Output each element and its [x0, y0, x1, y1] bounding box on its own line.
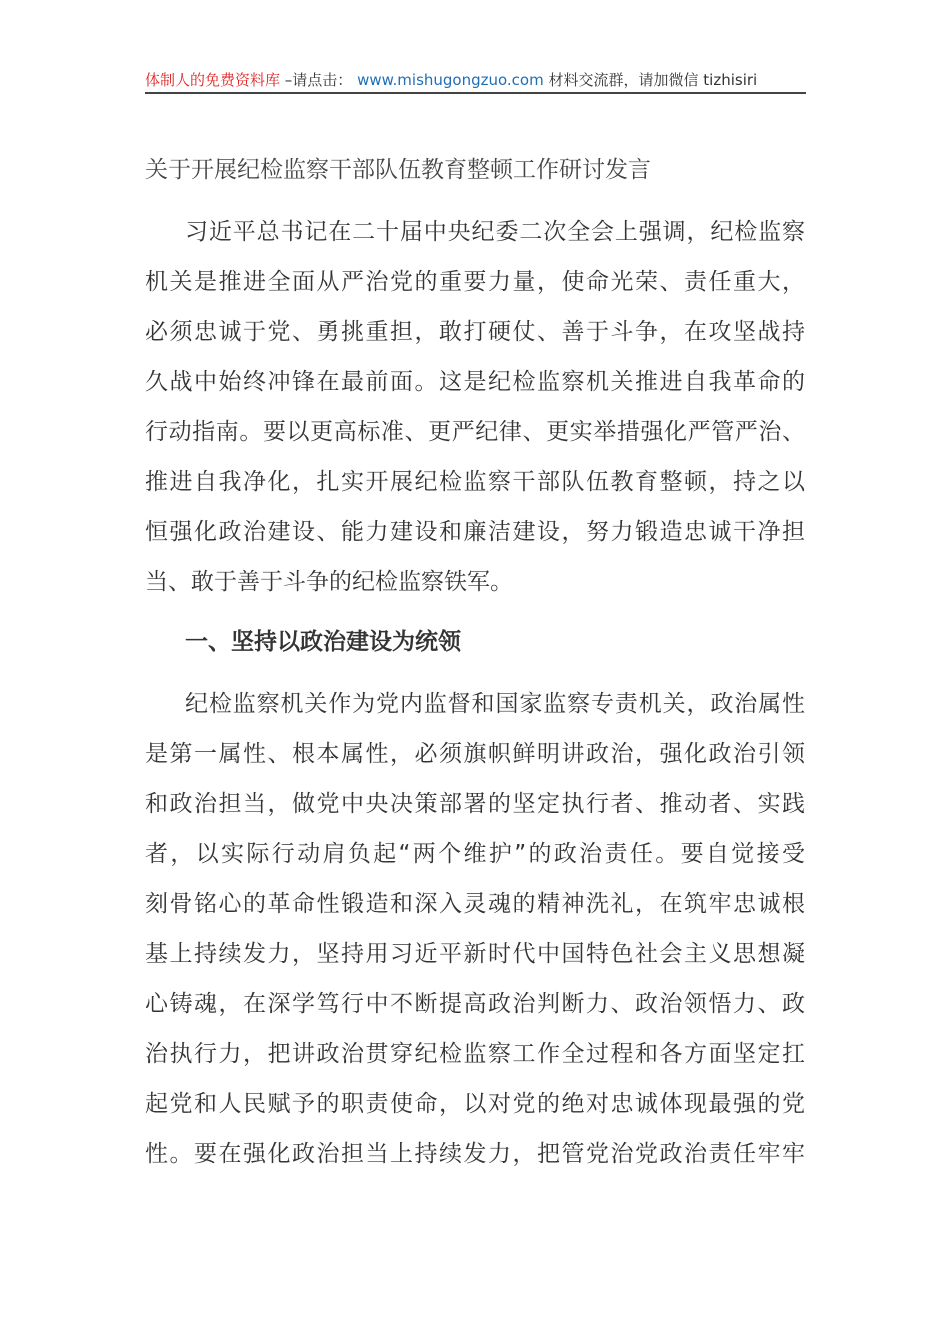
paragraph-line: 基上持续发力，坚持用习近平新时代中国特色社会主义思想凝	[145, 941, 805, 967]
brand-text: 体制人的免费资料库	[145, 71, 281, 89]
paragraph-line: 和政治担当，做党中央决策部署的坚定执行者、推动者、实践	[145, 791, 805, 817]
paragraph-line: 久战中始终冲锋在最前面。这是纪检监察机关推进自我革命的	[145, 369, 805, 395]
paragraph-line: 纪检监察机关作为党内监督和国家监察专责机关，政治属性	[185, 691, 805, 717]
paragraph-line: 习近平总书记在二十届中央纪委二次全会上强调，纪检监察	[185, 219, 805, 245]
wechat-text: 材料交流群，请加微信 tizhisiri	[548, 71, 758, 89]
paragraph-line: 者，以实际行动肩负起“两个维护”的政治责任。要自觉接受	[145, 841, 805, 867]
paragraph-line: 行动指南。要以更高标准、更严纪律、更实举措强化严管严治、	[145, 419, 805, 445]
paragraph-line: 心铸魂，在深学笃行中不断提高政治判断力、政治领悟力、政	[145, 991, 805, 1017]
section-heading-1: 一、坚持以政治建设为统领	[185, 629, 461, 655]
paragraph-line: 必须忠诚于党、勇挑重担，敢打硬仗、善于斗争，在攻坚战持	[145, 319, 805, 345]
prompt-text: –请点击：	[284, 71, 353, 89]
paragraph-line: 性。要在强化政治担当上持续发力，把管党治党政治责任牢牢	[145, 1141, 805, 1167]
paragraph-line: 刻骨铭心的革命性锻造和深入灵魂的精神洗礼，在筑牢忠诚根	[145, 891, 805, 917]
document-title: 关于开展纪检监察干部队伍教育整顿工作研讨发言	[145, 157, 651, 183]
header-divider	[145, 92, 806, 94]
paragraph-line: 当、敢于善于斗争的纪检监察铁军。	[145, 569, 513, 595]
paragraph-line: 起党和人民赋予的职责使命，以对党的绝对忠诚体现最强的党	[145, 1091, 805, 1117]
paragraph-line: 治执行力，把讲政治贯穿纪检监察工作全过程和各方面坚定扛	[145, 1041, 805, 1067]
paragraph-line: 机关是推进全面从严治党的重要力量，使命光荣、责任重大，	[145, 269, 805, 295]
paragraph-line: 是第一属性、根本属性，必须旗帜鲜明讲政治，强化政治引领	[145, 741, 805, 767]
website-link[interactable]: www.mishugongzuo.com	[357, 71, 544, 89]
paragraph-line: 恒强化政治建设、能力建设和廉洁建设，努力锻造忠诚干净担	[145, 519, 805, 545]
page-header	[145, 68, 805, 92]
paragraph-line: 推进自我净化，扎实开展纪检监察干部队伍教育整顿，持之以	[145, 469, 805, 495]
